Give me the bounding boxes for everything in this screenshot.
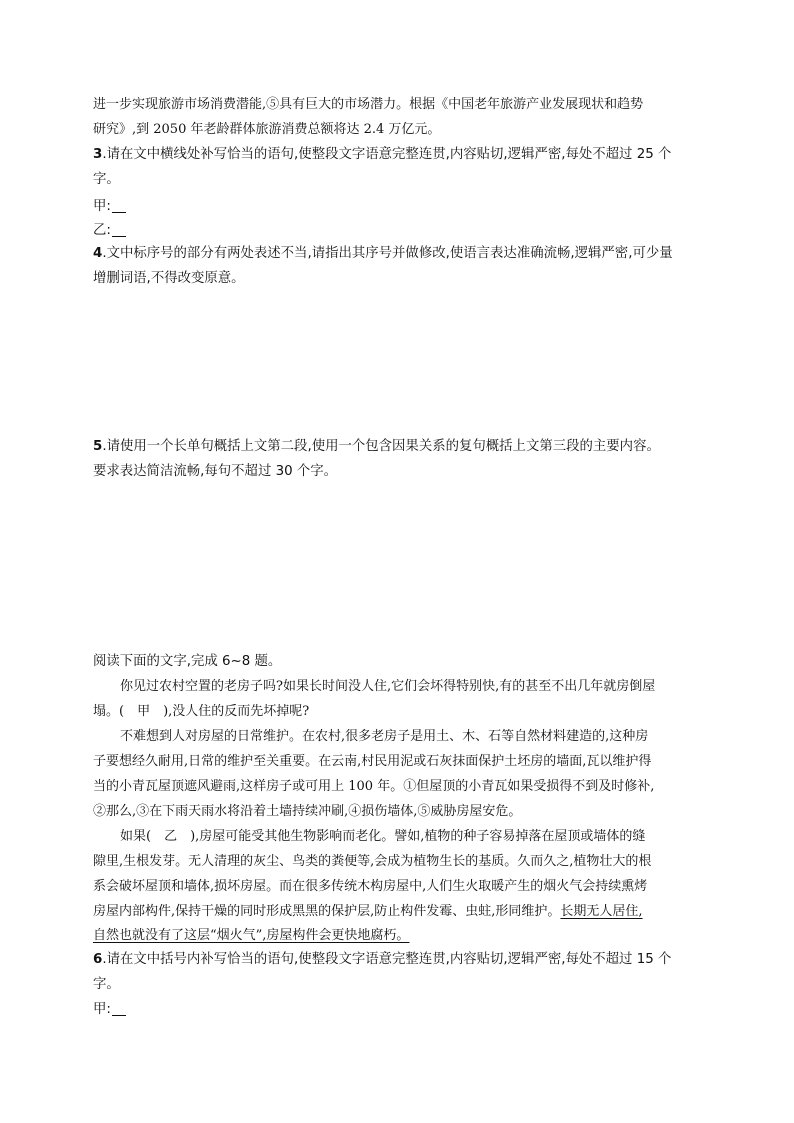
answer-blank[interactable] <box>112 198 126 213</box>
question-6 <box>93 950 671 970</box>
answer-blank[interactable] <box>112 1001 126 1016</box>
question-number: 3 <box>93 147 103 162</box>
question-text: .请在文中括号内补写恰当的语句,使整段文字语意完整连贯,内容贴切,逻辑严密,每处不超过 15 个 <box>102 952 672 967</box>
passage-line: 研究》,到 2050 年老龄群体旅游消费总额将达 2.4 万亿元。 <box>93 122 441 137</box>
answer-yi <box>93 221 126 241</box>
underlined-text: 长期无人居住, <box>560 904 643 919</box>
passage-line: ②那么,③在下雨天雨水将沿着土墙持续冲刷,④损伤墙体,⑤威胁房屋安危。 <box>93 804 522 819</box>
question-number: 6 <box>93 952 103 967</box>
question-text: .请在文中横线处补写恰当的语句,使整段文字语意完整连贯,内容贴切,逻辑严密,每处不超过 25 个 <box>102 147 672 162</box>
passage-line: 当的小青瓦屋顶遮风避雨,这样房子或可用上 100 年。①但屋顶的小青瓦如果受损得不到及时修补, <box>93 779 655 794</box>
passage-line <box>93 902 643 922</box>
passage-line: 如果( 乙 ),房屋可能受其他生物影响而老化。譬如,植物的种子容易掉落在屋顶或墙体的缝 <box>120 829 646 844</box>
question-number: 5 <box>93 439 103 454</box>
reading-intro: 阅读下面的文字,完成 6~8 题。 <box>93 654 282 669</box>
answer-label: 甲: <box>93 199 111 214</box>
answer-blank[interactable] <box>112 222 126 237</box>
answer-label: 甲: <box>93 1002 111 1017</box>
question-text: .请使用一个长单句概括上文第二段,使用一个包含因果关系的复句概括上文第三段的主要内容。 <box>102 439 660 454</box>
question-5 <box>93 437 660 457</box>
question-text-cont: 字。 <box>93 977 120 992</box>
passage-line: 子要想经久耐用,日常的维护至关重要。在云南,村民用泥或石灰抹面保护土坯房的墙面,瓦以维护得 <box>93 754 652 769</box>
question-text-cont: 字。 <box>93 172 120 187</box>
answer-jia <box>93 1000 126 1020</box>
question-text-cont: 增删词语,不得改变原意。 <box>93 271 245 286</box>
underlined-text: 自然也就没有了这层“烟火气”,房屋构件会更快地腐朽。 <box>93 928 410 943</box>
question-3 <box>93 145 671 165</box>
passage-line: 不难想到人对房屋的日常维护。在农村,很多老房子是用土、木、石等自然材料建造的,这种房 <box>120 729 649 744</box>
passage-line: 进一步实现旅游市场消费潜能,⑤具有巨大的市场潜力。根据《中国老年旅游产业发展现状和趋势 <box>93 97 644 112</box>
passage-line: 塌。( 甲 ),没人住的反而先坏掉呢? <box>93 704 310 719</box>
passage-text: 房屋内部构件,保持干燥的同时形成黑黑的保护层,防止构件发霉、虫蛀,形同维护。 <box>93 904 561 919</box>
question-text-cont: 要求表达简洁流畅,每句不超过 30 个字。 <box>93 464 338 479</box>
question-number: 4 <box>93 246 103 261</box>
passage-line: 你见过农村空置的老房子吗?如果长时间没人住,它们会坏得特别快,有的甚至不出几年就房倒屋 <box>120 679 656 694</box>
question-4 <box>93 244 673 264</box>
answer-label: 乙: <box>93 223 111 238</box>
passage-line: 系会破坏屋顶和墙体,损坏房屋。而在很多传统木构房屋中,人们生火取暖产生的烟火气会持续熏烤 <box>93 879 648 894</box>
answer-jia <box>93 197 126 217</box>
passage-line: 隙里,生根发芽。无人清理的灰尘、鸟类的粪便等,会成为植物生长的基质。久而久之,植物壮大的根 <box>93 854 652 869</box>
question-text: .文中标序号的部分有两处表述不当,请指出其序号并做修改,使语言表达准确流畅,逻辑严密,可少量 <box>102 246 673 261</box>
